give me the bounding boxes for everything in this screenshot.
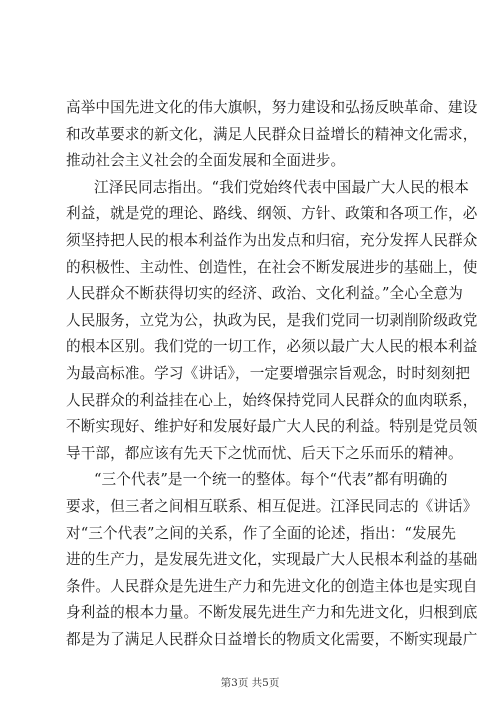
text-line: 导干部，都应该有先天下之忧而忧、后天下之乐而乐的精神。 [66, 444, 463, 462]
text-line: 和改革要求的新文化，满足人民群众日益增长的精神文化需求， [66, 125, 478, 143]
paragraph [66, 175, 478, 468]
text-line: 的积极性、主动性、创造性，在社会不断发展进步的基础上，使 [66, 258, 478, 276]
text-line: 进的生产力，是发展先进文化，实现最广大人民根本利益的基础 [66, 551, 478, 569]
text-line: 高举中国先进文化的伟大旗帜，努力建设和弘扬反映革命、建设 [66, 99, 478, 116]
text-line: 对“三个代表”之间的关系，作了全面的论述，指出：“发展先 [66, 524, 457, 542]
text-line: “三个代表”是一个统一的整体。每个“代表”都有明确的 [94, 471, 448, 489]
text-line: 身利益的根本力量。不断发展先进生产力和先进文化，归根到底 [66, 604, 478, 622]
text-line: 江泽民同志指出。“我们党始终代表中国最广大人民的根本 [94, 178, 469, 196]
text-line: 都是为了满足人民群众日益增长的物质文化需要，不断实现最广 [66, 630, 478, 648]
page-number-footer: 第3页 共5页 [220, 677, 280, 689]
text-line: 推动社会主义社会的全面发展和全面进步。 [66, 152, 346, 170]
text-line: 不断实现好、维护好和发展好最广大人民的利益。特别是党员领 [66, 418, 478, 436]
text-line: 为最高标准。学习《讲话》，一定要增强宗旨观念，时时刻刻把 [66, 364, 471, 382]
text-line: 人民群众不断获得切实的经济、政治、文化利益。”全心全意为 [66, 285, 463, 303]
text-line: 的根本区别。我们党的一切工作，必须以最广大人民的根本利益 [66, 338, 478, 356]
text-line: 人民群众的利益挂在心上，始终保持党同人民群众的血肉联系， [66, 391, 478, 409]
text-line: 要求，但三者之间相互联系、相互促进。江泽民同志的《讲话》 [66, 497, 478, 515]
text-line: 须坚持把人民的根本利益作为出发点和归宿，充分发挥人民群众 [66, 231, 478, 249]
text-line: 人民服务，立党为公，执政为民，是我们党同一切剥削阶级政党 [66, 311, 478, 329]
paragraph [66, 467, 478, 653]
text-line: 条件。人民群众是先进生产力和先进文化的创造主体也是实现自 [66, 577, 478, 595]
paragraph [66, 95, 478, 175]
text-line: 利益，就是党的理论、路线、纲领、方针、政策和各项工作，必 [66, 205, 478, 223]
document-body [66, 95, 478, 653]
